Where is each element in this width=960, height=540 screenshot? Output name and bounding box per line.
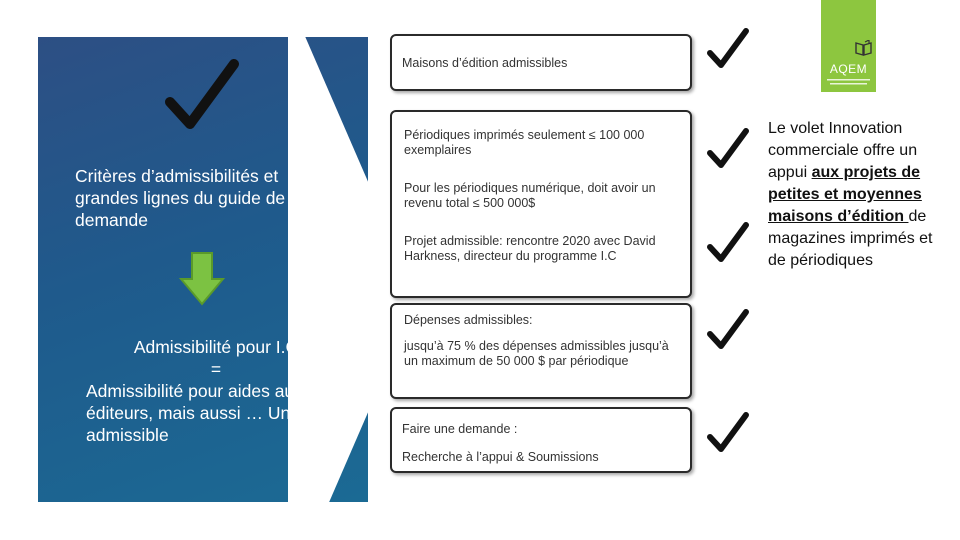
checkmark-icon	[705, 26, 751, 72]
digital-periodicals-text: Pour les périodiques numérique, doit avoir un revenu total ≤ 500 000$	[404, 181, 656, 210]
program-description	[768, 118, 953, 272]
apply-title: Faire une demande :	[402, 422, 518, 436]
eligibility-equals: =	[210, 359, 222, 379]
criteria-heading: Critères d’admissibilités et grandes lignes du guide de demande	[75, 166, 286, 230]
book-icon	[855, 40, 873, 56]
eligibility-line2: Admissibilité pour aides aux éditeurs, mais aussi … Un projet admissible	[86, 381, 339, 445]
project-text: Projet admissible: rencontre 2020 avec David Harkness, directeur du programme I.C	[404, 234, 656, 263]
expenses-detail: jusqu’à 75 % des dépenses admissibles jusqu’à un maximum de 50 000 $ par périodique	[404, 339, 669, 368]
apply-box	[390, 407, 692, 473]
description-underlined: aux projets de petites et moyennes maisons d’édition	[768, 164, 922, 225]
checkmark-icon	[705, 307, 751, 353]
publishers-text: Maisons d’édition admissibles	[402, 56, 568, 70]
expenses-title: Dépenses admissibles:	[404, 313, 533, 327]
down-arrow-icon	[179, 251, 225, 307]
checkmark-icon	[705, 220, 751, 266]
logo-tagline-lines	[825, 78, 872, 86]
checkmark-icon	[705, 126, 751, 172]
description-part2: de magazines imprimés et de périodiques	[768, 208, 933, 269]
expenses-box	[390, 303, 692, 399]
publishers-box	[390, 34, 692, 91]
large-checkmark-icon	[162, 58, 242, 138]
criteria-box	[390, 110, 692, 298]
print-periodicals-text: Périodiques imprimés seulement ≤ 100 000 exemplaires	[404, 128, 645, 157]
eligibility-text	[86, 336, 346, 446]
description-part1: Le volet Innovation commerciale offre un appui	[768, 120, 918, 181]
eligibility-line1: Admissibilité pour I.C	[133, 337, 299, 357]
aqem-logo	[821, 0, 876, 92]
apply-detail: Recherche à l’appui & Soumissions	[402, 450, 599, 464]
checkmark-icon	[705, 410, 751, 456]
logo-wordmark: AQEM	[829, 62, 868, 76]
